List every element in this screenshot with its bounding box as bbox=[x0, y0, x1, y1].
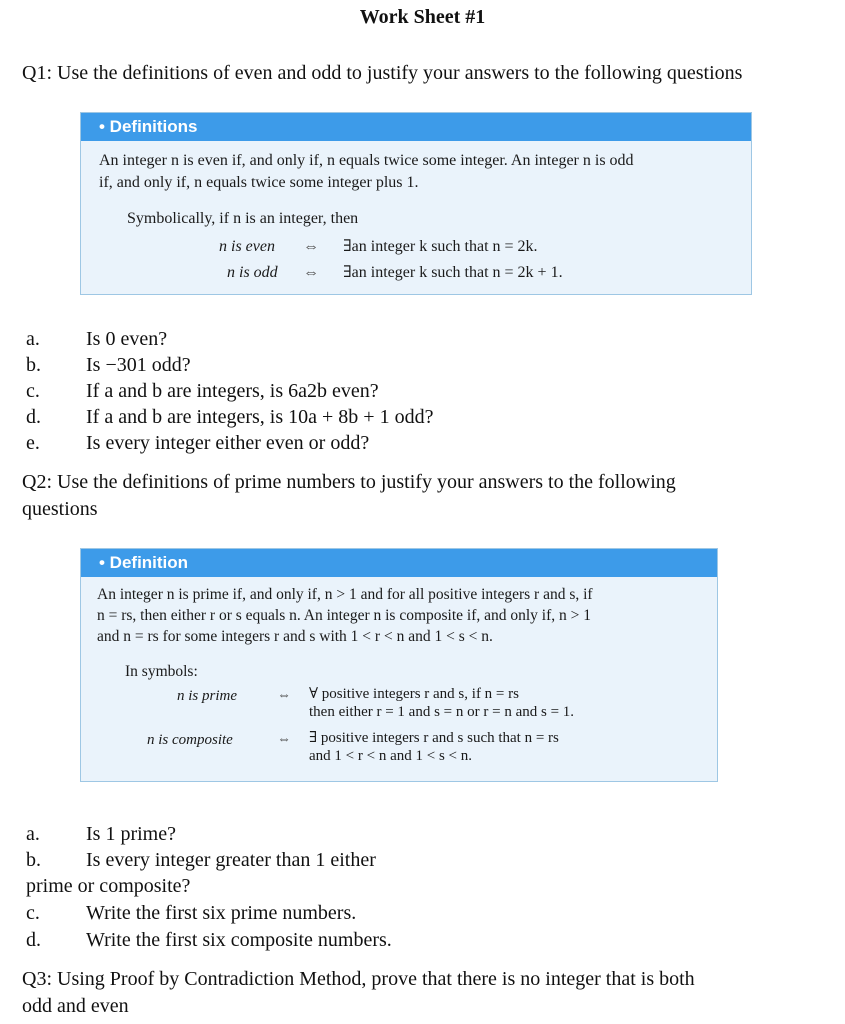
q2-item-text: prime or composite? bbox=[26, 875, 191, 897]
q1-item-text: Is −301 odd? bbox=[86, 354, 191, 376]
q2-item-text: Write the first six prime numbers. bbox=[86, 902, 357, 924]
q2-prime-arrow: ⇔ bbox=[277, 688, 291, 703]
q2-item-label: d. bbox=[26, 929, 41, 951]
q2-item-label: b. bbox=[26, 849, 41, 871]
q1-item-label: c. bbox=[26, 380, 40, 402]
q2-prime-lhs: n is prime bbox=[177, 688, 237, 704]
q2-item-c bbox=[26, 900, 726, 926]
q2-prime-rhs1: ∀ positive integers r and s, if n = rs bbox=[309, 686, 519, 702]
q2-def-line3: and n = rs for some integers r and s with 1 < r < n and 1 < s < n. bbox=[97, 628, 493, 645]
q2-prompt-line1: Q2: Use the definitions of prime numbers to justify your answers to the following bbox=[22, 471, 676, 493]
q2-definition-box bbox=[80, 548, 718, 782]
q1-item-text: Is every integer either even or odd? bbox=[86, 432, 370, 454]
q2-in-symbols: In symbols: bbox=[125, 663, 198, 680]
q2-item-text: Is every integer greater than 1 either bbox=[86, 849, 376, 871]
q2-item-text: Write the first six composite numbers. bbox=[86, 929, 392, 951]
q2-item-a bbox=[26, 821, 726, 847]
q1-item-text: If a and b are integers, is 6a2b even? bbox=[86, 380, 379, 402]
q2-item-label: c. bbox=[26, 902, 40, 924]
q2-prime-rhs2: then either r = 1 and s = n or r = n and s = 1. bbox=[309, 704, 575, 720]
q1-odd-lhs: n is odd bbox=[227, 264, 278, 281]
q2-composite-lhs: n is composite bbox=[147, 732, 233, 748]
q1-even-arrow: ⇔ bbox=[303, 238, 319, 255]
q2-item-text: Is 1 prime? bbox=[86, 823, 176, 845]
q2-def-line2: n = rs, then either r or s equals n. An integer n is composite if, and only if, n > 1 bbox=[97, 607, 592, 624]
q1-item-label: d. bbox=[26, 406, 41, 428]
q1-item-b bbox=[26, 352, 726, 378]
q1-box-header: • Definitions bbox=[81, 113, 751, 141]
q1-item-e bbox=[26, 430, 726, 456]
q1-item-label: a. bbox=[26, 328, 40, 350]
q1-item-d bbox=[26, 404, 726, 430]
q1-item-c bbox=[26, 378, 726, 404]
q1-item-label: e. bbox=[26, 432, 40, 454]
q1-odd-arrow: ⇔ bbox=[303, 264, 319, 281]
q1-even-lhs: n is even bbox=[219, 238, 275, 255]
q2-prompt-line2: questions bbox=[22, 498, 98, 520]
q1-prompt: Q1: Use the definitions of even and odd to justify your answers to the following questions bbox=[22, 62, 743, 84]
q2-item-b-cont bbox=[26, 873, 726, 899]
q1-definitions-box bbox=[80, 112, 752, 295]
q2-item-label: a. bbox=[26, 823, 40, 845]
q1-item-text: If a and b are integers, is 10a + 8b + 1 odd? bbox=[86, 406, 434, 428]
q1-def-line2: if, and only if, n equals twice some integer plus 1. bbox=[99, 174, 419, 191]
q2-item-b bbox=[26, 847, 726, 873]
q1-item-a bbox=[26, 326, 726, 352]
q1-odd-rhs: ∃an integer k such that n = 2k + 1. bbox=[343, 264, 563, 281]
q1-item-label: b. bbox=[26, 354, 41, 376]
q2-box-header: • Definition bbox=[81, 549, 717, 577]
worksheet-title: Work Sheet #1 bbox=[359, 6, 486, 28]
q2-composite-rhs2: and 1 < r < n and 1 < s < n. bbox=[309, 748, 472, 764]
q1-def-line1: An integer n is even if, and only if, n equals twice some integer. An integer n is odd bbox=[99, 152, 634, 169]
q1-even-rhs: ∃an integer k such that n = 2k. bbox=[343, 238, 538, 255]
q2-composite-rhs1: ∃ positive integers r and s such that n = rs bbox=[309, 730, 559, 746]
q2-item-d bbox=[26, 927, 726, 953]
q3-prompt-line1: Q3: Using Proof by Contradiction Method, prove that there is no integer that is both bbox=[22, 968, 695, 990]
q2-composite-arrow: ⇔ bbox=[277, 732, 291, 747]
q1-symbolically: Symbolically, if n is an integer, then bbox=[127, 210, 359, 227]
q2-def-line1: An integer n is prime if, and only if, n > 1 and for all positive integers r and s, if bbox=[97, 586, 593, 603]
q1-item-text: Is 0 even? bbox=[86, 328, 168, 350]
q3-prompt-line2: odd and even bbox=[22, 995, 129, 1017]
